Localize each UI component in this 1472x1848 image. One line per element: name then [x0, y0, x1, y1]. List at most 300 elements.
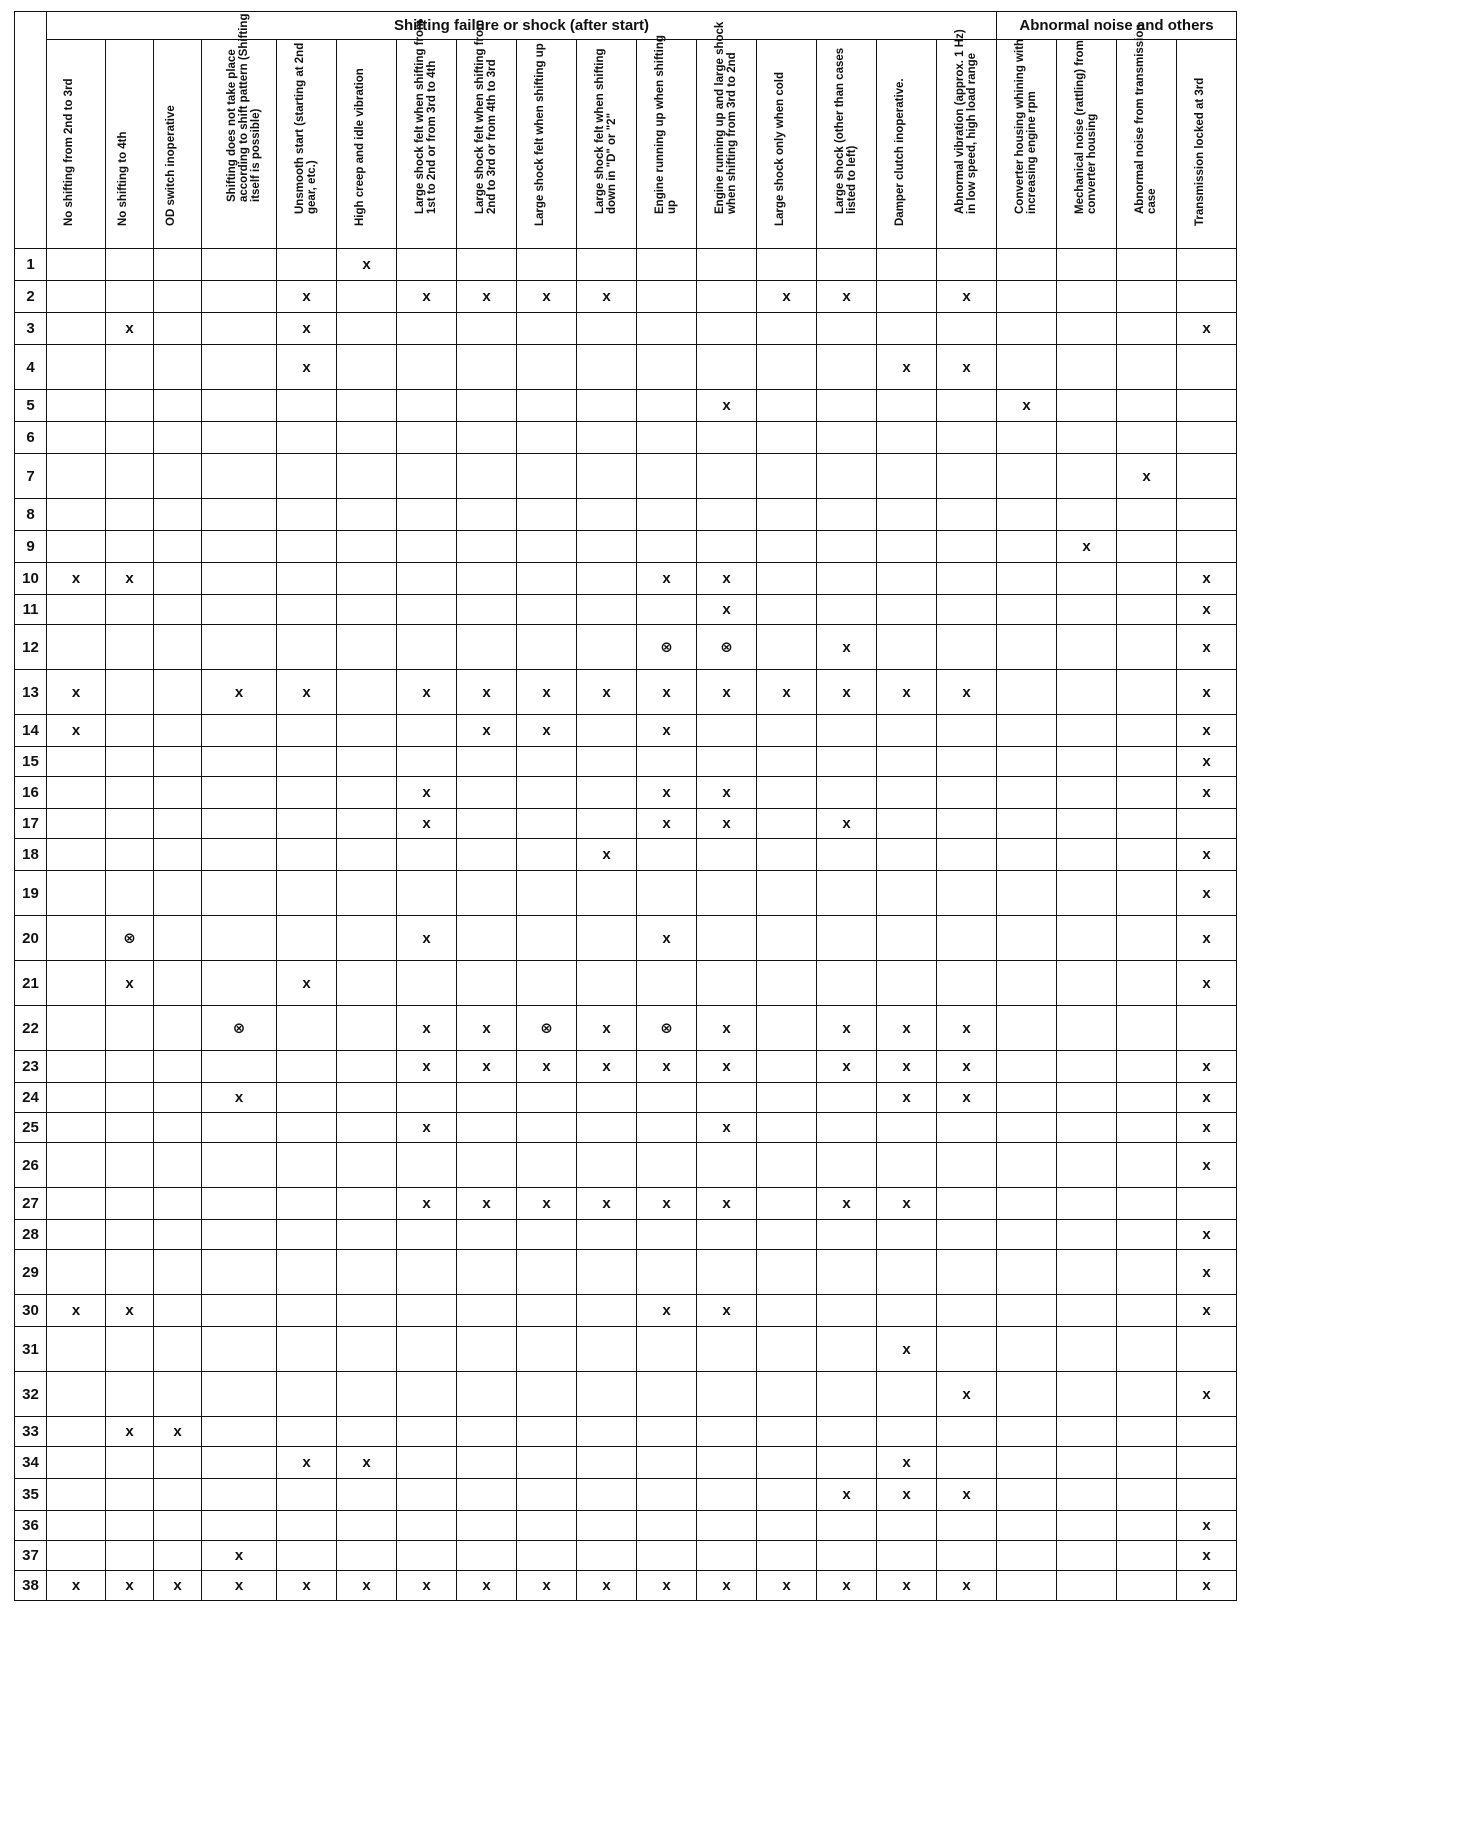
table-cell: [517, 563, 577, 595]
x-mark: x: [1202, 638, 1211, 656]
table-cell: [154, 747, 202, 777]
table-cell: [877, 1083, 937, 1113]
column-header-label: Large shock felt when shifting from 1st to 2nd or from 3rd to 4th: [413, 19, 438, 214]
table-cell: [637, 715, 697, 747]
table-cell: [397, 916, 457, 961]
table-cell: [202, 715, 277, 747]
x-mark: x: [1202, 683, 1211, 701]
table-cell: [997, 390, 1057, 422]
x-mark: x: [602, 1019, 611, 1037]
table-cell: [47, 625, 106, 670]
x-mark: x: [542, 288, 551, 305]
table-cell: [154, 871, 202, 916]
table-cell: [1117, 1113, 1177, 1143]
x-mark: x: [542, 722, 551, 739]
table-cell: [154, 281, 202, 313]
table-cell: [697, 345, 757, 390]
column-header-label: Transmission locked at 3rd: [1193, 77, 1206, 226]
x-mark: x: [902, 1577, 911, 1594]
table-cell: [877, 715, 937, 747]
table-cell: [937, 281, 997, 313]
x-mark: x: [71, 722, 81, 739]
table-cell: [457, 1447, 517, 1479]
table-cell: [106, 1417, 154, 1447]
table-cell: [997, 1250, 1057, 1295]
table-cell: [637, 1250, 697, 1295]
x-mark: x: [842, 1195, 851, 1212]
table-cell: [997, 595, 1057, 625]
table-cell: [106, 1250, 154, 1295]
table-cell: [757, 1479, 817, 1511]
table-cell: [397, 249, 457, 281]
table-cell: [517, 422, 577, 454]
table-cell: [817, 916, 877, 961]
table-cell: [1117, 313, 1177, 345]
table-cell: [457, 1188, 517, 1220]
table-cell: [337, 595, 397, 625]
x-mark: x: [1202, 884, 1211, 902]
table-cell: [877, 595, 937, 625]
row-number: 17: [15, 809, 47, 839]
table-cell: [937, 715, 997, 747]
table-cell: [1057, 345, 1117, 390]
x-mark: x: [1202, 1302, 1211, 1319]
table-cell: [757, 454, 817, 499]
table-cell: [577, 1220, 637, 1250]
table-cell: [877, 1511, 937, 1541]
column-header: [337, 40, 397, 249]
table-cell: [817, 1051, 877, 1083]
x-mark: x: [482, 1195, 491, 1212]
table-cell: [47, 1220, 106, 1250]
table-cell: [937, 1447, 997, 1479]
x-mark: x: [302, 974, 311, 992]
x-mark: x: [722, 1195, 731, 1212]
row-number: 38: [15, 1571, 47, 1601]
table-cell: [1117, 715, 1177, 747]
row-number: 32: [15, 1372, 47, 1417]
table-cell: [1117, 1417, 1177, 1447]
table-cell: [1177, 839, 1237, 871]
table-cell: [877, 809, 937, 839]
table-row: [15, 747, 1237, 777]
x-mark: x: [842, 1577, 851, 1594]
table-cell: [47, 916, 106, 961]
table-cell: [1177, 281, 1237, 313]
column-header: [877, 40, 937, 249]
table-cell: [337, 839, 397, 871]
group-header-row: [15, 12, 1237, 40]
table-cell: [47, 313, 106, 345]
table-cell: [154, 454, 202, 499]
table-cell: [1117, 390, 1177, 422]
table-cell: [697, 1327, 757, 1372]
table-cell: [697, 1250, 757, 1295]
table-cell: [637, 1006, 697, 1051]
table-cell: [697, 1511, 757, 1541]
table-cell: [337, 499, 397, 531]
table-cell: [517, 1372, 577, 1417]
table-cell: [1057, 1220, 1117, 1250]
x-mark: x: [362, 1454, 371, 1471]
table-cell: [457, 625, 517, 670]
table-cell: [106, 625, 154, 670]
table-cell: [937, 531, 997, 563]
table-row: [15, 249, 1237, 281]
table-cell: [517, 1113, 577, 1143]
table-cell: [817, 390, 877, 422]
x-mark: x: [71, 1302, 81, 1319]
table-cell: [997, 1327, 1057, 1372]
table-cell: [106, 809, 154, 839]
table-cell: [47, 499, 106, 531]
row-number: 29: [15, 1250, 47, 1295]
table-cell: [877, 1051, 937, 1083]
table-cell: [277, 595, 337, 625]
table-cell: [997, 422, 1057, 454]
column-header-label: Shifting does not take place according to shift pattern (Shifting itself is possible): [226, 13, 262, 202]
table-cell: [1117, 1295, 1177, 1327]
table-cell: [397, 1113, 457, 1143]
x-mark: x: [902, 1089, 911, 1106]
table-cell: [457, 345, 517, 390]
table-cell: [202, 1327, 277, 1372]
table-cell: [637, 1511, 697, 1541]
table-cell: [277, 1006, 337, 1051]
table-row: [15, 390, 1237, 422]
table-row: [15, 715, 1237, 747]
column-header: [1117, 23, 1177, 249]
column-header-label: Large shock felt when shifting up: [533, 43, 546, 226]
table-cell: [997, 1113, 1057, 1143]
table-cell: [457, 1113, 517, 1143]
table-cell: [997, 1051, 1057, 1083]
table-cell: [577, 839, 637, 871]
table-cell: [154, 313, 202, 345]
table-cell: [757, 345, 817, 390]
table-cell: [106, 747, 154, 777]
table-cell: [397, 747, 457, 777]
table-cell: [397, 1541, 457, 1571]
table-cell: [106, 595, 154, 625]
column-header-label: Large shock only when cold: [773, 71, 786, 226]
table-cell: [697, 1479, 757, 1511]
table-row: [15, 1447, 1237, 1479]
table-cell: [1117, 422, 1177, 454]
table-cell: [397, 670, 457, 715]
table-cell: [337, 281, 397, 313]
x-mark: x: [662, 722, 671, 739]
table-row: [15, 531, 1237, 563]
x-mark: x: [1202, 1226, 1211, 1243]
x-mark: x: [722, 1119, 731, 1136]
table-cell: [106, 715, 154, 747]
table-cell: [1177, 390, 1237, 422]
x-mark: x: [125, 1577, 134, 1594]
table-cell: [47, 715, 106, 747]
table-cell: [817, 961, 877, 1006]
table-cell: [1177, 715, 1237, 747]
circled-x-mark: ⊗: [540, 1020, 553, 1037]
column-header-label: Damper clutch inoperative.: [893, 78, 906, 226]
table-cell: [817, 1479, 877, 1511]
table-cell: [877, 1327, 937, 1372]
table-cell: [277, 715, 337, 747]
table-cell: [997, 1417, 1057, 1447]
table-cell: [877, 1006, 937, 1051]
table-cell: [817, 670, 877, 715]
x-mark: x: [1082, 538, 1091, 555]
table-cell: [397, 281, 457, 313]
row-number: 12: [15, 625, 47, 670]
table-cell: [1117, 670, 1177, 715]
table-cell: [997, 313, 1057, 345]
table-cell: [637, 916, 697, 961]
table-cell: [397, 313, 457, 345]
table-cell: [1117, 454, 1177, 499]
table-cell: [47, 1051, 106, 1083]
column-header: [697, 21, 757, 249]
table-cell: [1177, 1447, 1237, 1479]
table-cell: [757, 871, 817, 916]
table-cell: [817, 1295, 877, 1327]
table-cell: [277, 1220, 337, 1250]
table-cell: [997, 1295, 1057, 1327]
table-cell: [47, 563, 106, 595]
table-cell: [202, 1250, 277, 1295]
table-row: [15, 595, 1237, 625]
x-mark: x: [71, 683, 81, 701]
row-number: 11: [15, 595, 47, 625]
table-cell: [697, 809, 757, 839]
table-cell: [1117, 499, 1177, 531]
table-cell: [757, 1083, 817, 1113]
table-cell: [277, 1372, 337, 1417]
table-cell: [397, 777, 457, 809]
table-cell: [877, 563, 937, 595]
table-cell: [47, 1327, 106, 1372]
table-cell: [106, 1113, 154, 1143]
table-cell: [1057, 454, 1117, 499]
row-number: 10: [15, 563, 47, 595]
table-cell: [997, 249, 1057, 281]
table-cell: [757, 1541, 817, 1571]
table-cell: [577, 670, 637, 715]
table-row: [15, 871, 1237, 916]
x-mark: x: [662, 815, 671, 832]
x-mark: x: [662, 1302, 671, 1319]
x-mark: x: [962, 1058, 971, 1075]
table-cell: [517, 961, 577, 1006]
table-cell: [697, 715, 757, 747]
table-cell: [697, 1541, 757, 1571]
table-cell: [937, 747, 997, 777]
table-cell: [937, 1372, 997, 1417]
x-mark: x: [962, 1019, 971, 1037]
x-mark: x: [302, 1454, 311, 1471]
x-mark: x: [842, 638, 851, 656]
table-cell: [937, 1479, 997, 1511]
table-cell: [637, 390, 697, 422]
table-cell: [457, 809, 517, 839]
table-cell: [397, 1220, 457, 1250]
table-cell: [877, 1571, 937, 1601]
x-mark: x: [842, 815, 851, 832]
table-cell: [517, 1083, 577, 1113]
table-cell: [397, 1295, 457, 1327]
table-cell: [937, 1511, 997, 1541]
table-cell: [1117, 1250, 1177, 1295]
table-cell: [937, 1143, 997, 1188]
table-cell: [47, 1417, 106, 1447]
table-cell: [397, 1327, 457, 1372]
table-cell: [106, 499, 154, 531]
table-cell: [337, 916, 397, 961]
table-row: [15, 625, 1237, 670]
column-header-label: Abnormal noise from transmission case: [1133, 23, 1158, 214]
table-cell: [202, 454, 277, 499]
table-cell: [337, 871, 397, 916]
table-cell: [577, 1250, 637, 1295]
table-cell: [517, 1051, 577, 1083]
table-cell: [106, 1447, 154, 1479]
table-cell: [1057, 1511, 1117, 1541]
x-mark: x: [722, 784, 731, 801]
table-cell: [154, 1295, 202, 1327]
table-cell: [106, 1541, 154, 1571]
table-cell: [106, 249, 154, 281]
table-cell: [457, 249, 517, 281]
table-cell: [937, 595, 997, 625]
table-cell: [637, 871, 697, 916]
table-cell: [1177, 1417, 1237, 1447]
x-mark: x: [1202, 320, 1211, 337]
table-cell: [1117, 839, 1177, 871]
x-mark: x: [662, 1577, 671, 1594]
table-cell: [637, 313, 697, 345]
circled-x-mark: ⊗: [232, 1020, 246, 1037]
row-number: 24: [15, 1083, 47, 1113]
table-cell: [1057, 1113, 1117, 1143]
x-mark: x: [542, 1577, 551, 1594]
table-cell: [1057, 1250, 1117, 1295]
table-cell: [1057, 313, 1117, 345]
x-mark: x: [482, 288, 491, 305]
x-mark: x: [173, 1577, 182, 1594]
table-cell: [457, 871, 517, 916]
x-mark: x: [722, 397, 731, 414]
table-row: [15, 1295, 1237, 1327]
table-cell: [937, 1571, 997, 1601]
x-mark: x: [722, 815, 731, 832]
table-cell: [1177, 1143, 1237, 1188]
row-number: 2: [15, 281, 47, 313]
table-cell: [154, 1327, 202, 1372]
table-cell: [1117, 281, 1177, 313]
table-cell: [637, 839, 697, 871]
table-cell: [154, 345, 202, 390]
table-cell: [577, 345, 637, 390]
table-cell: [457, 281, 517, 313]
table-cell: [577, 1541, 637, 1571]
column-header-label: Large shock felt when shifting from 2nd to 3rd or from 4th to 3rd: [473, 19, 498, 214]
table-cell: [397, 1250, 457, 1295]
table-cell: [106, 313, 154, 345]
table-cell: [637, 1541, 697, 1571]
table-cell: [637, 499, 697, 531]
table-cell: [47, 281, 106, 313]
x-mark: x: [542, 683, 551, 701]
table-cell: [1057, 531, 1117, 563]
table-cell: [154, 1447, 202, 1479]
table-cell: [697, 499, 757, 531]
table-cell: [937, 1051, 997, 1083]
table-cell: [106, 1295, 154, 1327]
table-cell: [1057, 961, 1117, 1006]
table-cell: [154, 1083, 202, 1113]
table-cell: [337, 1143, 397, 1188]
table-cell: [1057, 1479, 1117, 1511]
table-cell: [877, 1372, 937, 1417]
table-cell: [202, 670, 277, 715]
table-cell: [337, 1250, 397, 1295]
table-cell: [817, 625, 877, 670]
table-cell: [154, 1188, 202, 1220]
row-number: 15: [15, 747, 47, 777]
table-cell: [1057, 1372, 1117, 1417]
x-mark: x: [602, 683, 611, 701]
table-cell: [1057, 1051, 1117, 1083]
table-cell: [997, 1006, 1057, 1051]
table-cell: [202, 1571, 277, 1601]
x-mark: x: [662, 929, 671, 947]
table-cell: [1057, 563, 1117, 595]
x-mark: x: [782, 1577, 791, 1594]
table-cell: [1057, 1571, 1117, 1601]
table-cell: [337, 1188, 397, 1220]
table-cell: [577, 499, 637, 531]
table-cell: [277, 281, 337, 313]
table-cell: [1057, 1541, 1117, 1571]
table-cell: [877, 916, 937, 961]
table-cell: [47, 670, 106, 715]
corner-cell: [15, 12, 47, 249]
x-mark: x: [1202, 1385, 1211, 1403]
table-cell: [1177, 1295, 1237, 1327]
table-cell: [577, 777, 637, 809]
table-cell: [937, 249, 997, 281]
table-cell: [577, 916, 637, 961]
table-row: [15, 1143, 1237, 1188]
table-cell: [577, 313, 637, 345]
table-cell: [47, 1447, 106, 1479]
row-number: 37: [15, 1541, 47, 1571]
table-cell: [337, 1327, 397, 1372]
table-cell: [202, 916, 277, 961]
table-cell: [337, 747, 397, 777]
table-cell: [154, 961, 202, 1006]
table-cell: [457, 499, 517, 531]
table-cell: [202, 595, 277, 625]
table-cell: [637, 1327, 697, 1372]
table-cell: [697, 390, 757, 422]
table-cell: [457, 1220, 517, 1250]
table-cell: [577, 1372, 637, 1417]
table-cell: [577, 249, 637, 281]
table-cell: [397, 1006, 457, 1051]
table-cell: [337, 531, 397, 563]
row-number: 3: [15, 313, 47, 345]
